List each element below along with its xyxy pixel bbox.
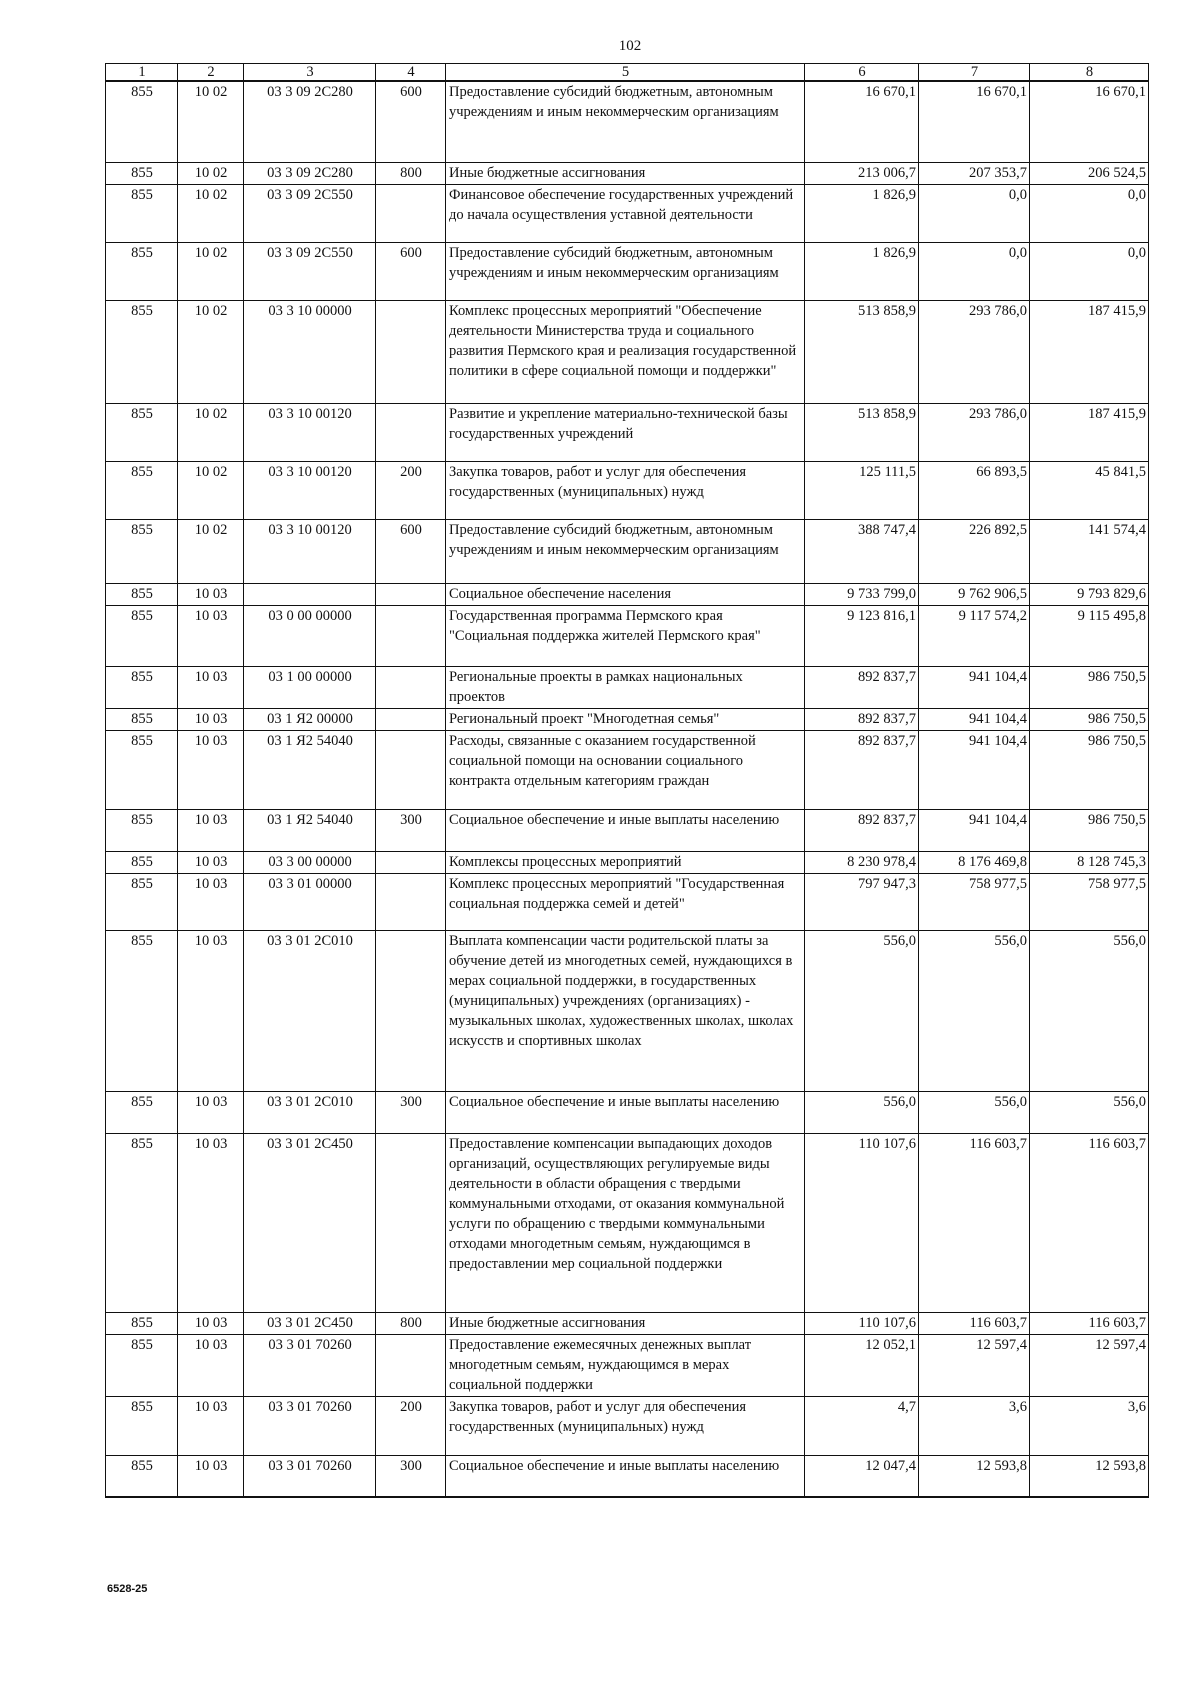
amount-2027: 986 750,5 xyxy=(1030,730,1149,809)
table-row xyxy=(106,184,1149,242)
section-code: 10 03 xyxy=(178,930,244,1091)
expense-description: Закупка товаров, работ и услуг для обеспечения государственных (муниципальных) нужд xyxy=(446,1396,805,1455)
table-row xyxy=(106,81,1149,162)
amount-2027: 116 603,7 xyxy=(1030,1312,1149,1334)
section-code: 10 03 xyxy=(178,730,244,809)
target-article-code: 03 3 10 00000 xyxy=(244,300,376,403)
table-row xyxy=(106,242,1149,300)
section-code: 10 03 xyxy=(178,1334,244,1396)
section-code: 10 03 xyxy=(178,1396,244,1455)
amount-2026: 16 670,1 xyxy=(919,81,1030,162)
ministry-code: 855 xyxy=(106,605,178,666)
expense-type-code xyxy=(376,873,446,930)
amount-2026: 556,0 xyxy=(919,1091,1030,1133)
expense-type-code: 800 xyxy=(376,162,446,184)
table-row xyxy=(106,583,1149,605)
amount-2026: 293 786,0 xyxy=(919,403,1030,461)
target-article-code: 03 3 01 2С010 xyxy=(244,930,376,1091)
table-row xyxy=(106,162,1149,184)
expense-description: Комплекс процессных мероприятий "Государственная социальная поддержка семей и детей" xyxy=(446,873,805,930)
amount-2026: 556,0 xyxy=(919,930,1030,1091)
amount-2025: 556,0 xyxy=(805,1091,919,1133)
target-article-code: 03 3 01 70260 xyxy=(244,1455,376,1497)
ministry-code: 855 xyxy=(106,1312,178,1334)
expense-description: Иные бюджетные ассигнования xyxy=(446,1312,805,1334)
target-article-code: 03 3 09 2С550 xyxy=(244,242,376,300)
amount-2026: 12 593,8 xyxy=(919,1455,1030,1497)
amount-2025: 388 747,4 xyxy=(805,519,919,583)
expense-description: Развитие и укрепление материально-технической базы государственных учреждений xyxy=(446,403,805,461)
section-code: 10 03 xyxy=(178,1091,244,1133)
expense-type-code: 300 xyxy=(376,809,446,851)
table-row xyxy=(106,1455,1149,1497)
expense-type-code xyxy=(376,930,446,1091)
amount-2025: 513 858,9 xyxy=(805,403,919,461)
ministry-code: 855 xyxy=(106,666,178,708)
ministry-code: 855 xyxy=(106,730,178,809)
amount-2026: 941 104,4 xyxy=(919,730,1030,809)
ministry-code: 855 xyxy=(106,809,178,851)
ministry-code: 855 xyxy=(106,1396,178,1455)
amount-2027: 12 597,4 xyxy=(1030,1334,1149,1396)
section-code: 10 02 xyxy=(178,403,244,461)
target-article-code: 03 0 00 00000 xyxy=(244,605,376,666)
ministry-code: 855 xyxy=(106,184,178,242)
amount-2027: 116 603,7 xyxy=(1030,1133,1149,1312)
amount-2027: 206 524,5 xyxy=(1030,162,1149,184)
ministry-code: 855 xyxy=(106,930,178,1091)
amount-2025: 1 826,9 xyxy=(805,184,919,242)
amount-2027: 16 670,1 xyxy=(1030,81,1149,162)
ministry-code: 855 xyxy=(106,300,178,403)
target-article-code: 03 1 Я2 00000 xyxy=(244,708,376,730)
amount-2025: 8 230 978,4 xyxy=(805,851,919,873)
target-article-code: 03 3 10 00120 xyxy=(244,403,376,461)
ministry-code: 855 xyxy=(106,162,178,184)
expense-description: Предоставление ежемесячных денежных выплат многодетным семьям, нуждающимся в мерах социальной поддержки xyxy=(446,1334,805,1396)
amount-2027: 45 841,5 xyxy=(1030,461,1149,519)
expense-type-code: 600 xyxy=(376,242,446,300)
expense-type-code xyxy=(376,300,446,403)
expense-type-code: 300 xyxy=(376,1455,446,1497)
amount-2027: 3,6 xyxy=(1030,1396,1149,1455)
ministry-code: 855 xyxy=(106,242,178,300)
section-code: 10 03 xyxy=(178,666,244,708)
ministry-code: 855 xyxy=(106,873,178,930)
amount-2027: 9 115 495,8 xyxy=(1030,605,1149,666)
ministry-code: 855 xyxy=(106,519,178,583)
ministry-code: 855 xyxy=(106,403,178,461)
expense-type-code: 600 xyxy=(376,81,446,162)
table-row xyxy=(106,1133,1149,1312)
column-header: 1 xyxy=(106,64,178,82)
table-row xyxy=(106,1312,1149,1334)
table-row xyxy=(106,1334,1149,1396)
amount-2027: 758 977,5 xyxy=(1030,873,1149,930)
ministry-code: 855 xyxy=(106,1091,178,1133)
target-article-code: 03 3 00 00000 xyxy=(244,851,376,873)
table-row xyxy=(106,851,1149,873)
amount-2025: 892 837,7 xyxy=(805,666,919,708)
target-article-code: 03 1 00 00000 xyxy=(244,666,376,708)
table-row xyxy=(106,730,1149,809)
amount-2025: 892 837,7 xyxy=(805,809,919,851)
section-code: 10 02 xyxy=(178,81,244,162)
column-header: 4 xyxy=(376,64,446,82)
section-code: 10 02 xyxy=(178,184,244,242)
column-number-header xyxy=(106,64,1149,82)
expense-type-code xyxy=(376,666,446,708)
ministry-code: 855 xyxy=(106,851,178,873)
target-article-code: 03 3 10 00120 xyxy=(244,461,376,519)
column-header: 6 xyxy=(805,64,919,82)
amount-2027: 0,0 xyxy=(1030,184,1149,242)
section-code: 10 03 xyxy=(178,851,244,873)
expense-type-code: 300 xyxy=(376,1091,446,1133)
amount-2026: 116 603,7 xyxy=(919,1312,1030,1334)
target-article-code: 03 3 01 2С010 xyxy=(244,1091,376,1133)
amount-2026: 8 176 469,8 xyxy=(919,851,1030,873)
column-header: 3 xyxy=(244,64,376,82)
amount-2026: 0,0 xyxy=(919,242,1030,300)
amount-2027: 141 574,4 xyxy=(1030,519,1149,583)
amount-2025: 213 006,7 xyxy=(805,162,919,184)
amount-2027: 9 793 829,6 xyxy=(1030,583,1149,605)
expense-type-code xyxy=(376,583,446,605)
amount-2026: 941 104,4 xyxy=(919,708,1030,730)
page-number: 102 xyxy=(618,38,642,54)
budget-table xyxy=(105,63,1149,1498)
document-code: 6528-25 xyxy=(107,1583,148,1595)
amount-2026: 9 762 906,5 xyxy=(919,583,1030,605)
section-code: 10 03 xyxy=(178,1133,244,1312)
ministry-code: 855 xyxy=(106,1455,178,1497)
table-row xyxy=(106,461,1149,519)
section-code: 10 02 xyxy=(178,242,244,300)
amount-2025: 125 111,5 xyxy=(805,461,919,519)
expense-description: Финансовое обеспечение государственных учреждений до начала осуществления уставной деятельности xyxy=(446,184,805,242)
amount-2027: 986 750,5 xyxy=(1030,708,1149,730)
expense-description: Комплексы процессных мероприятий xyxy=(446,851,805,873)
column-header: 8 xyxy=(1030,64,1149,82)
target-article-code: 03 3 01 70260 xyxy=(244,1334,376,1396)
expense-description: Выплата компенсации части родительской платы за обучение детей из многодетных семей, нуждающихся в мерах социальной поддержки, в государственных (муниципальных) учреждениях (организациях) - музыкальных школах, художественных школах, школах искусств и спортивных школах xyxy=(446,930,805,1091)
table-row xyxy=(106,1091,1149,1133)
ministry-code: 855 xyxy=(106,461,178,519)
amount-2025: 9 733 799,0 xyxy=(805,583,919,605)
amount-2027: 12 593,8 xyxy=(1030,1455,1149,1497)
target-article-code: 03 3 09 2С550 xyxy=(244,184,376,242)
table-row xyxy=(106,930,1149,1091)
amount-2025: 16 670,1 xyxy=(805,81,919,162)
expense-type-code xyxy=(376,184,446,242)
expense-description: Социальное обеспечение населения xyxy=(446,583,805,605)
amount-2025: 110 107,6 xyxy=(805,1133,919,1312)
amount-2025: 513 858,9 xyxy=(805,300,919,403)
amount-2027: 187 415,9 xyxy=(1030,403,1149,461)
amount-2025: 4,7 xyxy=(805,1396,919,1455)
target-article-code xyxy=(244,583,376,605)
amount-2026: 941 104,4 xyxy=(919,809,1030,851)
amount-2025: 892 837,7 xyxy=(805,730,919,809)
table-row xyxy=(106,605,1149,666)
expense-description: Региональные проекты в рамках национальных проектов xyxy=(446,666,805,708)
amount-2025: 797 947,3 xyxy=(805,873,919,930)
expense-type-code: 600 xyxy=(376,519,446,583)
amount-2027: 556,0 xyxy=(1030,1091,1149,1133)
expense-type-code: 200 xyxy=(376,461,446,519)
expense-type-code xyxy=(376,403,446,461)
expense-description: Расходы, связанные с оказанием государственной социальной помощи на основании социального контракта отдельным категориям граждан xyxy=(446,730,805,809)
expense-type-code xyxy=(376,605,446,666)
amount-2026: 116 603,7 xyxy=(919,1133,1030,1312)
section-code: 10 02 xyxy=(178,162,244,184)
section-code: 10 03 xyxy=(178,873,244,930)
expense-type-code xyxy=(376,1334,446,1396)
expense-description: Социальное обеспечение и иные выплаты населению xyxy=(446,809,805,851)
target-article-code: 03 1 Я2 54040 xyxy=(244,730,376,809)
expense-description: Предоставление субсидий бюджетным, автономным учреждениям и иным некоммерческим организациям xyxy=(446,519,805,583)
amount-2027: 556,0 xyxy=(1030,930,1149,1091)
expense-description: Социальное обеспечение и иные выплаты населению xyxy=(446,1455,805,1497)
target-article-code: 03 1 Я2 54040 xyxy=(244,809,376,851)
target-article-code: 03 3 09 2С280 xyxy=(244,162,376,184)
expense-description: Предоставление компенсации выпадающих доходов организаций, осуществляющих регулируемые виды деятельности в области обращения с твердыми коммунальными отходами, от оказания коммунальной услуги по обращению с твердыми коммунальными отходами многодетным семьям, нуждающимся в предоставлении мер социальной поддержки xyxy=(446,1133,805,1312)
expense-type-code: 200 xyxy=(376,1396,446,1455)
target-article-code: 03 3 09 2С280 xyxy=(244,81,376,162)
amount-2027: 986 750,5 xyxy=(1030,666,1149,708)
expense-type-code xyxy=(376,708,446,730)
section-code: 10 02 xyxy=(178,461,244,519)
target-article-code: 03 3 01 00000 xyxy=(244,873,376,930)
section-code: 10 03 xyxy=(178,708,244,730)
amount-2025: 110 107,6 xyxy=(805,1312,919,1334)
amount-2025: 9 123 816,1 xyxy=(805,605,919,666)
expense-description: Социальное обеспечение и иные выплаты населению xyxy=(446,1091,805,1133)
table-row xyxy=(106,873,1149,930)
table-row xyxy=(106,403,1149,461)
section-code: 10 03 xyxy=(178,1312,244,1334)
expense-type-code xyxy=(376,851,446,873)
target-article-code: 03 3 01 2С450 xyxy=(244,1312,376,1334)
amount-2026: 941 104,4 xyxy=(919,666,1030,708)
table-row xyxy=(106,519,1149,583)
amount-2025: 12 047,4 xyxy=(805,1455,919,1497)
amount-2025: 12 052,1 xyxy=(805,1334,919,1396)
column-header: 7 xyxy=(919,64,1030,82)
expense-description: Предоставление субсидий бюджетным, автономным учреждениям и иным некоммерческим организациям xyxy=(446,242,805,300)
section-code: 10 03 xyxy=(178,583,244,605)
ministry-code: 855 xyxy=(106,81,178,162)
amount-2025: 556,0 xyxy=(805,930,919,1091)
amount-2026: 9 117 574,2 xyxy=(919,605,1030,666)
expense-type-code xyxy=(376,1133,446,1312)
amount-2025: 892 837,7 xyxy=(805,708,919,730)
section-code: 10 02 xyxy=(178,519,244,583)
amount-2026: 207 353,7 xyxy=(919,162,1030,184)
ministry-code: 855 xyxy=(106,708,178,730)
expense-description: Закупка товаров, работ и услуг для обеспечения государственных (муниципальных) нужд xyxy=(446,461,805,519)
amount-2026: 293 786,0 xyxy=(919,300,1030,403)
table-row xyxy=(106,300,1149,403)
amount-2026: 226 892,5 xyxy=(919,519,1030,583)
section-code: 10 03 xyxy=(178,809,244,851)
section-code: 10 03 xyxy=(178,1455,244,1497)
table-row xyxy=(106,666,1149,708)
ministry-code: 855 xyxy=(106,1133,178,1312)
section-code: 10 03 xyxy=(178,605,244,666)
expense-description: Комплекс процессных мероприятий "Обеспечение деятельности Министерства труда и социального развития Пермского края и реализация государственной политики в сфере социальной помощи и поддержки" xyxy=(446,300,805,403)
amount-2025: 1 826,9 xyxy=(805,242,919,300)
expense-description: Региональный проект "Многодетная семья" xyxy=(446,708,805,730)
ministry-code: 855 xyxy=(106,583,178,605)
expense-description: Предоставление субсидий бюджетным, автономным учреждениям и иным некоммерческим организациям xyxy=(446,81,805,162)
expense-description: Иные бюджетные ассигнования xyxy=(446,162,805,184)
ministry-code: 855 xyxy=(106,1334,178,1396)
target-article-code: 03 3 10 00120 xyxy=(244,519,376,583)
target-article-code: 03 3 01 70260 xyxy=(244,1396,376,1455)
amount-2026: 66 893,5 xyxy=(919,461,1030,519)
column-header: 5 xyxy=(446,64,805,82)
expense-type-code: 800 xyxy=(376,1312,446,1334)
amount-2026: 0,0 xyxy=(919,184,1030,242)
amount-2026: 758 977,5 xyxy=(919,873,1030,930)
table-row xyxy=(106,1396,1149,1455)
column-header: 2 xyxy=(178,64,244,82)
amount-2026: 3,6 xyxy=(919,1396,1030,1455)
amount-2026: 12 597,4 xyxy=(919,1334,1030,1396)
amount-2027: 187 415,9 xyxy=(1030,300,1149,403)
amount-2027: 0,0 xyxy=(1030,242,1149,300)
section-code: 10 02 xyxy=(178,300,244,403)
table-row xyxy=(106,809,1149,851)
amount-2027: 986 750,5 xyxy=(1030,809,1149,851)
expense-type-code xyxy=(376,730,446,809)
expense-description: Государственная программа Пермского края "Социальная поддержка жителей Пермского края" xyxy=(446,605,805,666)
table-row xyxy=(106,708,1149,730)
target-article-code: 03 3 01 2С450 xyxy=(244,1133,376,1312)
amount-2027: 8 128 745,3 xyxy=(1030,851,1149,873)
